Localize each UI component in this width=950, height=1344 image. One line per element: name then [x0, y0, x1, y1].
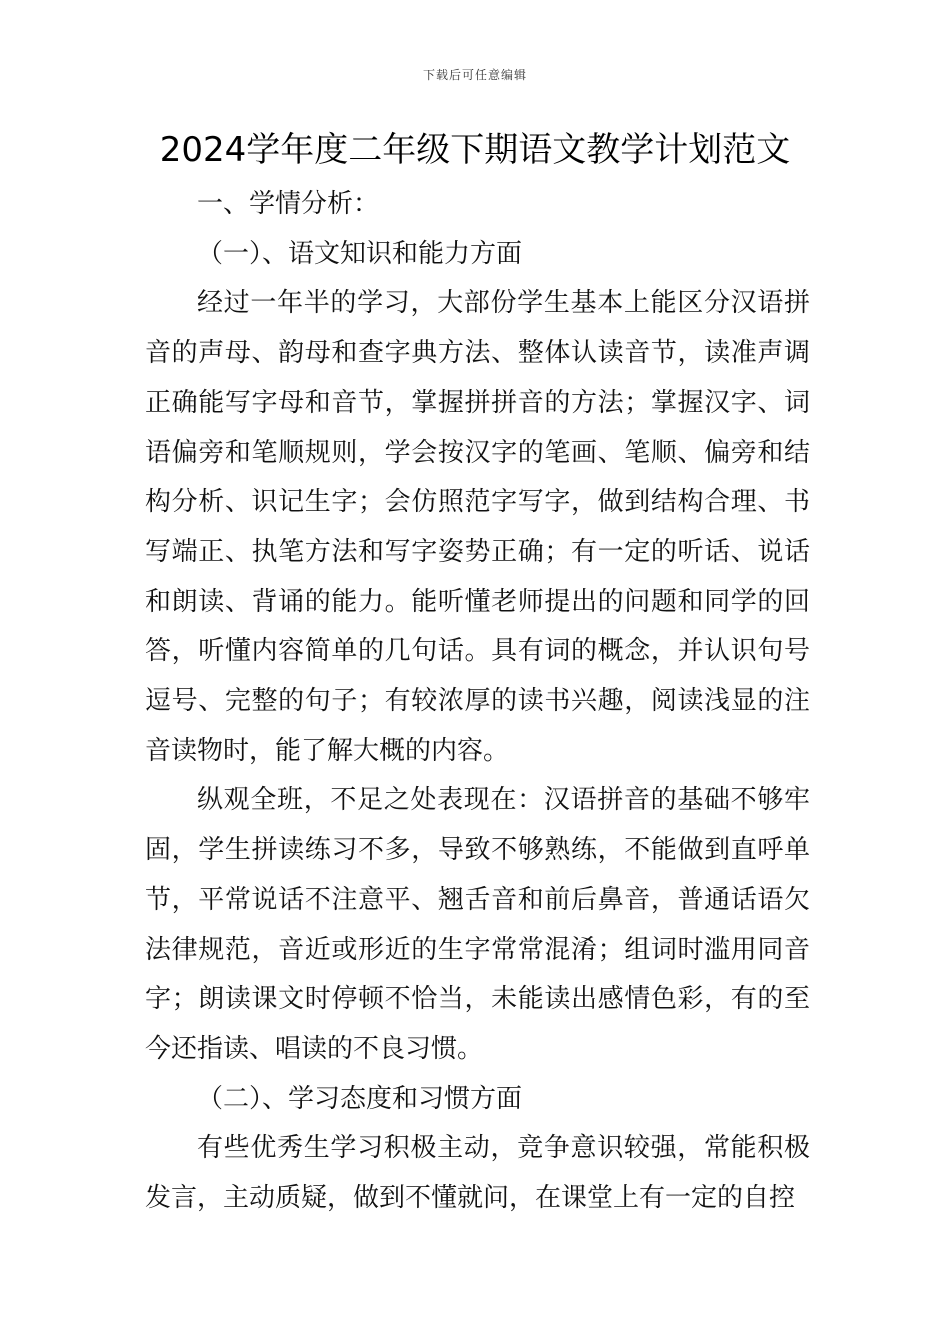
subsection-heading: （二）、学习态度和习惯方面: [197, 1083, 523, 1114]
paragraph: 有些优秀生学习积极主动，竞争意识较强，常能积极发言，主动质疑，做到不懂就问，在课堂上有一定的自控: [145, 1133, 810, 1214]
header-note: 下载后可任意编辑: [422, 68, 527, 82]
document-body: [145, 180, 810, 1224]
subsection-heading: （一）、语文知识和能力方面: [197, 238, 523, 269]
paragraph: 纵观全班，不足之处表现在：汉语拼音的基础不够牢固，学生拼读练习不多，导致不够熟练，不能做到直呼单节，平常说话不注意平、翘舌音和前后鼻音，普通话语欠法律规范，音近或形近的生字常常混淆；组词时滥用同音字；朗读课文时停顿不恰当，未能读出感情色彩，有的至今还指读、唱读的不良习惯。: [145, 785, 810, 1064]
document-title: 2024学年度二年级下期语文教学计划范文: [159, 130, 791, 170]
section-heading: 一、学情分析：: [197, 189, 380, 219]
paragraph: 经过一年半的学习，大部份学生基本上能区分汉语拼音的声母、韵母和查字典方法、整体认读音节，读准声调正确能写字母和音节，掌握拼拼音的方法；掌握汉字、词语偏旁和笔顺规则，学会按汉字的笔画、笔顺、偏旁和结构分析、识记生字；会仿照范字写字，做到结构合理、书写端正、执笔方法和写字姿势正确；有一定的听话、说话和朗读、背诵的能力。能听懂老师提出的问题和同学的回答，听懂内容简单的几句话。具有词的概念，并认识句号逗号、完整的句子；有较浓厚的读书兴趣，阅读浅显的注音读物时，能了解大概的内容。: [145, 288, 810, 766]
